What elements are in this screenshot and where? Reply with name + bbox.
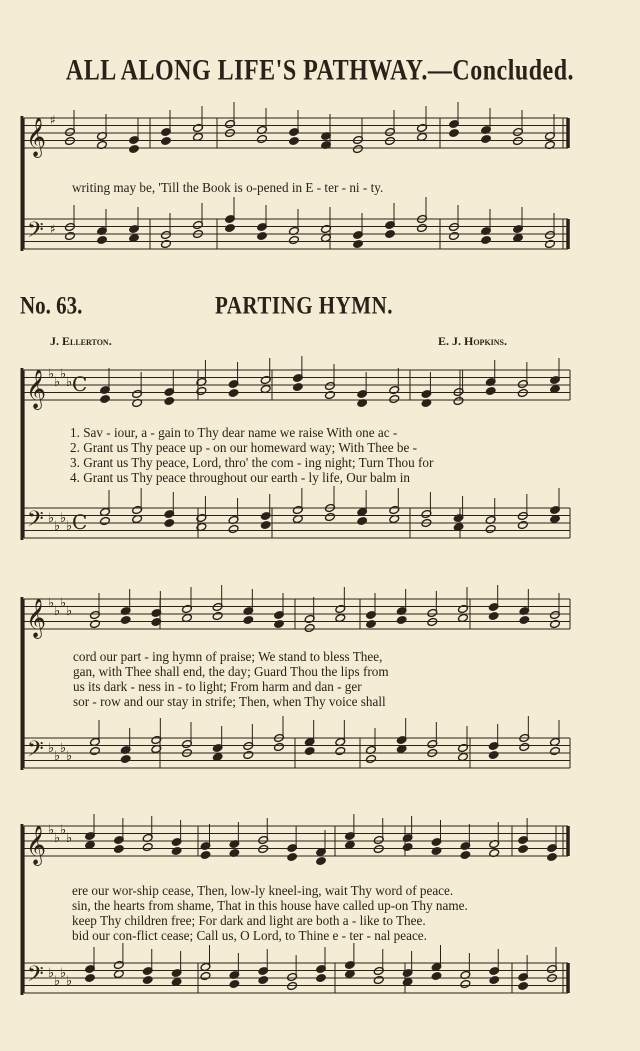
note-head <box>161 239 172 248</box>
note-head <box>164 396 175 405</box>
note-head <box>304 623 315 632</box>
note-head <box>161 136 172 145</box>
verse-4-line-3: bid our con-flict cease; Call us, O Lord, to Thine e - ter - nal peace. <box>72 928 427 943</box>
note-head <box>519 615 530 624</box>
note-head <box>100 516 111 525</box>
flat-sign: ♭ <box>66 749 73 764</box>
note-head <box>289 235 300 244</box>
flat-sign: ♭ <box>54 604 61 619</box>
note-head <box>258 975 269 984</box>
flat-sign: ♭ <box>48 966 55 981</box>
note-head <box>292 382 303 391</box>
note-head <box>171 846 182 855</box>
note-head <box>120 754 131 763</box>
note-head <box>229 979 240 988</box>
verse-3-line-2: us its dark - ness in - to light; From harm and dan - ger <box>73 679 362 694</box>
note-head <box>274 619 285 628</box>
note-head <box>353 144 364 153</box>
flat-sign: ♭ <box>48 823 55 838</box>
note-head <box>335 746 346 755</box>
note-head <box>396 615 407 624</box>
bass-staff <box>24 738 570 768</box>
bass-clef: 𝄢 <box>27 737 44 767</box>
note-head <box>325 390 336 399</box>
note-head <box>287 852 298 861</box>
note-head <box>485 386 496 395</box>
note-head <box>316 856 327 865</box>
common-time: C <box>72 510 88 534</box>
note-head <box>489 975 500 984</box>
note-head <box>142 975 153 984</box>
note-head <box>129 144 140 153</box>
flat-sign: ♭ <box>66 375 73 390</box>
note-head <box>142 842 153 851</box>
top-lyric-line: writing may be, 'Till the Book is o-pened in E - ter - ni - ty. <box>72 180 384 195</box>
note-head <box>385 229 396 238</box>
note-head <box>373 975 384 984</box>
verse-1-line-2: cord our part - ing hymn of praise; We stand to bless Thee, <box>73 649 383 664</box>
note-head <box>200 850 211 859</box>
note-head <box>120 615 131 624</box>
verse-1-line-3: ere our wor-ship cease, Then, low-ly kneel-ing, wait Thy word of peace. <box>72 883 454 898</box>
note-head <box>449 231 460 240</box>
flat-sign: ♭ <box>60 596 67 611</box>
note-head <box>518 981 529 990</box>
flat-sign: ♭ <box>60 367 67 382</box>
flat-sign: ♭ <box>66 519 73 534</box>
note-head <box>228 388 239 397</box>
flat-sign: ♭ <box>60 966 67 981</box>
flat-sign: ♭ <box>60 823 67 838</box>
note-head <box>402 842 413 851</box>
note-head <box>357 516 368 525</box>
bass-clef: 𝄢 <box>27 218 44 248</box>
flat-sign: ♭ <box>48 511 55 526</box>
note-head <box>260 520 271 529</box>
note-head <box>366 754 377 763</box>
sharp-sign: ♯ <box>50 222 56 236</box>
note-head <box>257 134 268 143</box>
note-head <box>100 394 111 403</box>
note-head <box>289 136 300 145</box>
flat-sign: ♭ <box>54 519 61 534</box>
bass-clef: 𝄢 <box>27 507 44 537</box>
note-head <box>453 396 464 405</box>
verse-2-line-3: sin, the hearts from shame, That in this house have called up-on Thy name. <box>72 898 468 913</box>
note-head <box>90 746 101 755</box>
verse-2-line-1: 2. Grant us Thy peace up - on our homeward way; With Thee be - <box>70 440 418 455</box>
note-head <box>90 619 101 628</box>
note-head <box>200 971 211 980</box>
hymn-composer: E. J. Hopkins. <box>438 334 508 348</box>
note-head <box>517 520 528 529</box>
flat-sign: ♭ <box>66 604 73 619</box>
note-head <box>366 619 377 628</box>
note-head <box>304 746 315 755</box>
note-head <box>485 524 496 533</box>
note-head <box>431 971 442 980</box>
note-head <box>519 742 530 751</box>
note-head <box>243 615 254 624</box>
common-time: C <box>72 372 88 396</box>
flat-sign: ♭ <box>48 741 55 756</box>
note-head <box>65 231 76 240</box>
note-head <box>353 239 364 248</box>
hymn-number: No. 63. <box>20 290 83 320</box>
flat-sign: ♭ <box>60 741 67 756</box>
note-head <box>417 223 428 232</box>
verse-1-line-1: 1. Sav - iour, a - gain to Thy dear name we raise With one ac - <box>70 425 398 440</box>
note-head <box>164 518 175 527</box>
note-head <box>274 742 285 751</box>
note-head <box>550 619 561 628</box>
flat-sign: ♭ <box>54 974 61 989</box>
note-head <box>431 846 442 855</box>
bass-clef: 𝄢 <box>27 962 44 992</box>
flat-sign: ♭ <box>54 831 61 846</box>
treble-staff <box>24 599 570 629</box>
treble-clef: 𝄞 <box>26 117 47 157</box>
flat-sign: ♭ <box>66 831 73 846</box>
note-head <box>488 611 499 620</box>
note-head <box>449 128 460 137</box>
note-head <box>460 979 471 988</box>
note-head <box>212 611 223 620</box>
flat-sign: ♭ <box>60 511 67 526</box>
flat-sign: ♭ <box>54 749 61 764</box>
note-head <box>257 231 268 240</box>
flat-sign: ♭ <box>54 375 61 390</box>
note-head <box>550 746 561 755</box>
note-head <box>547 852 558 861</box>
treble-clef: 𝄞 <box>26 369 47 409</box>
note-head <box>225 223 236 232</box>
note-head <box>243 750 254 759</box>
note-head <box>325 512 336 521</box>
note-head <box>488 750 499 759</box>
note-head <box>460 850 471 859</box>
treble-clef: 𝄞 <box>26 825 47 865</box>
note-head <box>316 973 327 982</box>
verse-4-line-2: sor - row and our stay in strife; Then, when Thy voice shall <box>73 694 386 709</box>
flat-sign: ♭ <box>66 974 73 989</box>
note-head <box>545 239 556 248</box>
note-head <box>518 844 529 853</box>
verse-3-line-1: 3. Grant us Thy peace, Lord, thro' the com - ing night; Turn Thou for <box>70 455 434 470</box>
note-head <box>85 973 96 982</box>
note-head <box>481 235 492 244</box>
page-title: ALL ALONG LIFE'S PATHWAY.—Concluded. <box>65 54 575 88</box>
flat-sign: ♭ <box>48 367 55 382</box>
note-head <box>97 235 108 244</box>
flat-sign: ♭ <box>48 596 55 611</box>
verse-3-line-3: keep Thy children free; For dark and light are both a - like to Thee. <box>72 913 426 928</box>
treble-clef: 𝄞 <box>26 598 47 638</box>
note-head <box>389 394 400 403</box>
note-head <box>228 524 239 533</box>
note-head <box>113 844 124 853</box>
verse-2-line-2: gan, with Thee shall end, the day; Guard Thou the lips from <box>73 664 389 679</box>
note-head <box>481 134 492 143</box>
sharp-sign: ♯ <box>50 113 56 127</box>
hymn-title: PARTING HYMN. <box>215 290 394 320</box>
hymn-author: J. Ellerton. <box>50 334 112 348</box>
verse-4-line-1: 4. Grant us Thy peace throughout our earth - ly life, Our balm in <box>70 470 410 485</box>
